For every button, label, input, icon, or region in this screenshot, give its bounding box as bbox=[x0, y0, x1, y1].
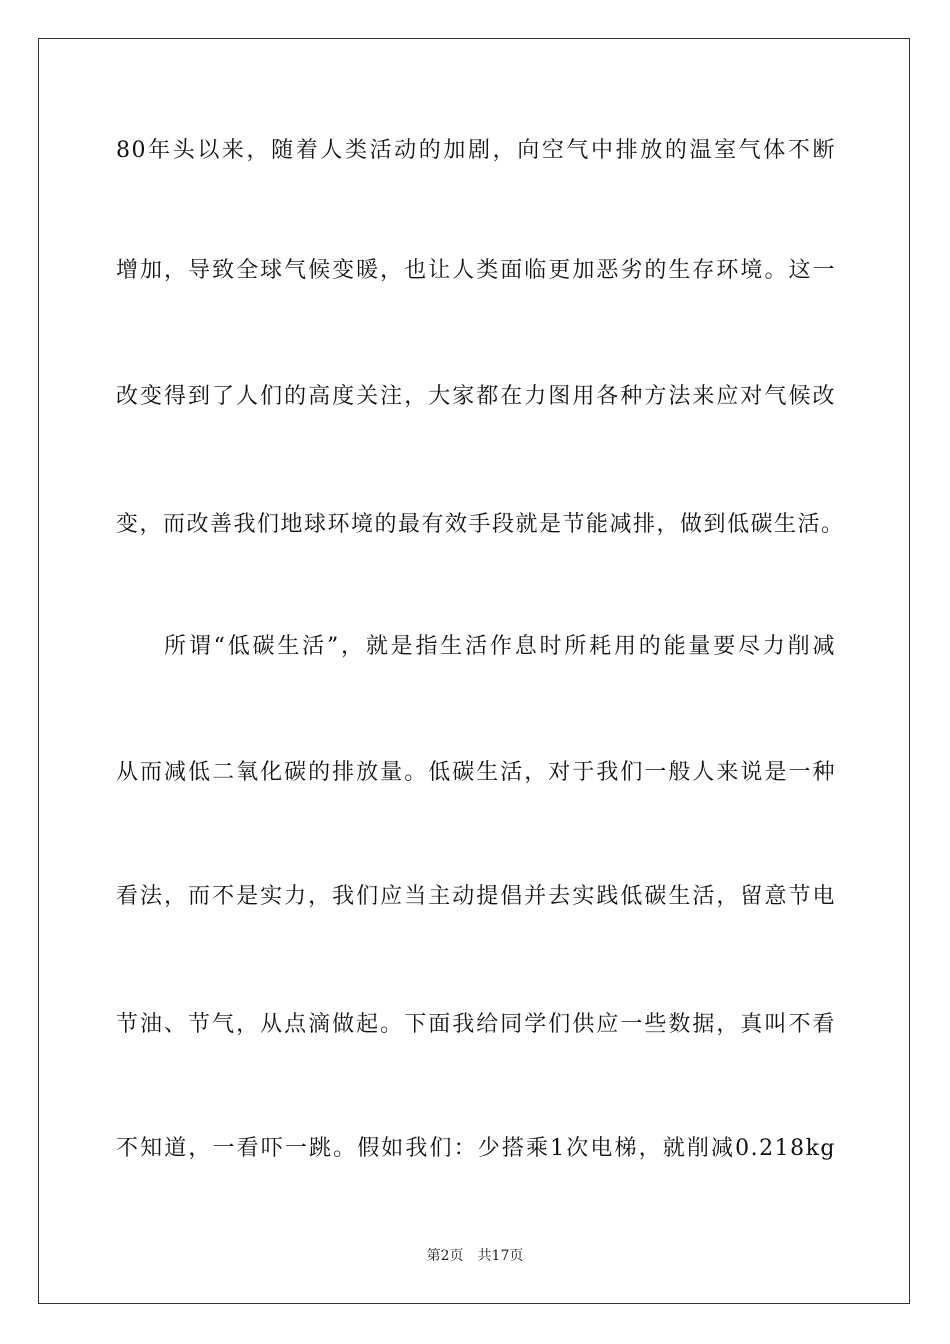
page-number-current: 第2页 bbox=[426, 1248, 464, 1264]
page-number-total: 共17页 bbox=[477, 1248, 524, 1264]
body-text-line-9: 不知道，一看吓一跳。假如我们：少搭乘1次电梯，就削减0.218kg bbox=[116, 1136, 836, 1161]
body-text-line-3: 改变得到了人们的高度关注，大家都在力图用各种方法来应对气候改 bbox=[116, 384, 836, 409]
body-text-line-6: 从而减低二氧化碳的排放量。低碳生活，对于我们一般人来说是一种 bbox=[116, 760, 836, 785]
page-footer bbox=[0, 1247, 950, 1265]
body-text-line-1: 80年头以来，随着人类活动的加剧，向空气中排放的温室气体不断 bbox=[116, 138, 836, 163]
body-text-line-7: 看法，而不是实力，我们应当主动提倡并去实践低碳生活，留意节电 bbox=[116, 884, 836, 909]
body-text-line-4: 变，而改善我们地球环境的最有效手段就是节能减排，做到低碳生活。 bbox=[116, 512, 845, 537]
body-text-line-2: 增加，导致全球气候变暖，也让人类面临更加恶劣的生存环境。这一 bbox=[116, 258, 836, 283]
body-text-line-8: 节油、节气，从点滴做起。下面我给同学们供应一些数据，真叫不看 bbox=[116, 1012, 836, 1037]
page-border bbox=[38, 38, 910, 1304]
body-text-line-5: 所谓“低碳生活”，就是指生活作息时所耗用的能量要尽力削减 bbox=[164, 634, 836, 659]
